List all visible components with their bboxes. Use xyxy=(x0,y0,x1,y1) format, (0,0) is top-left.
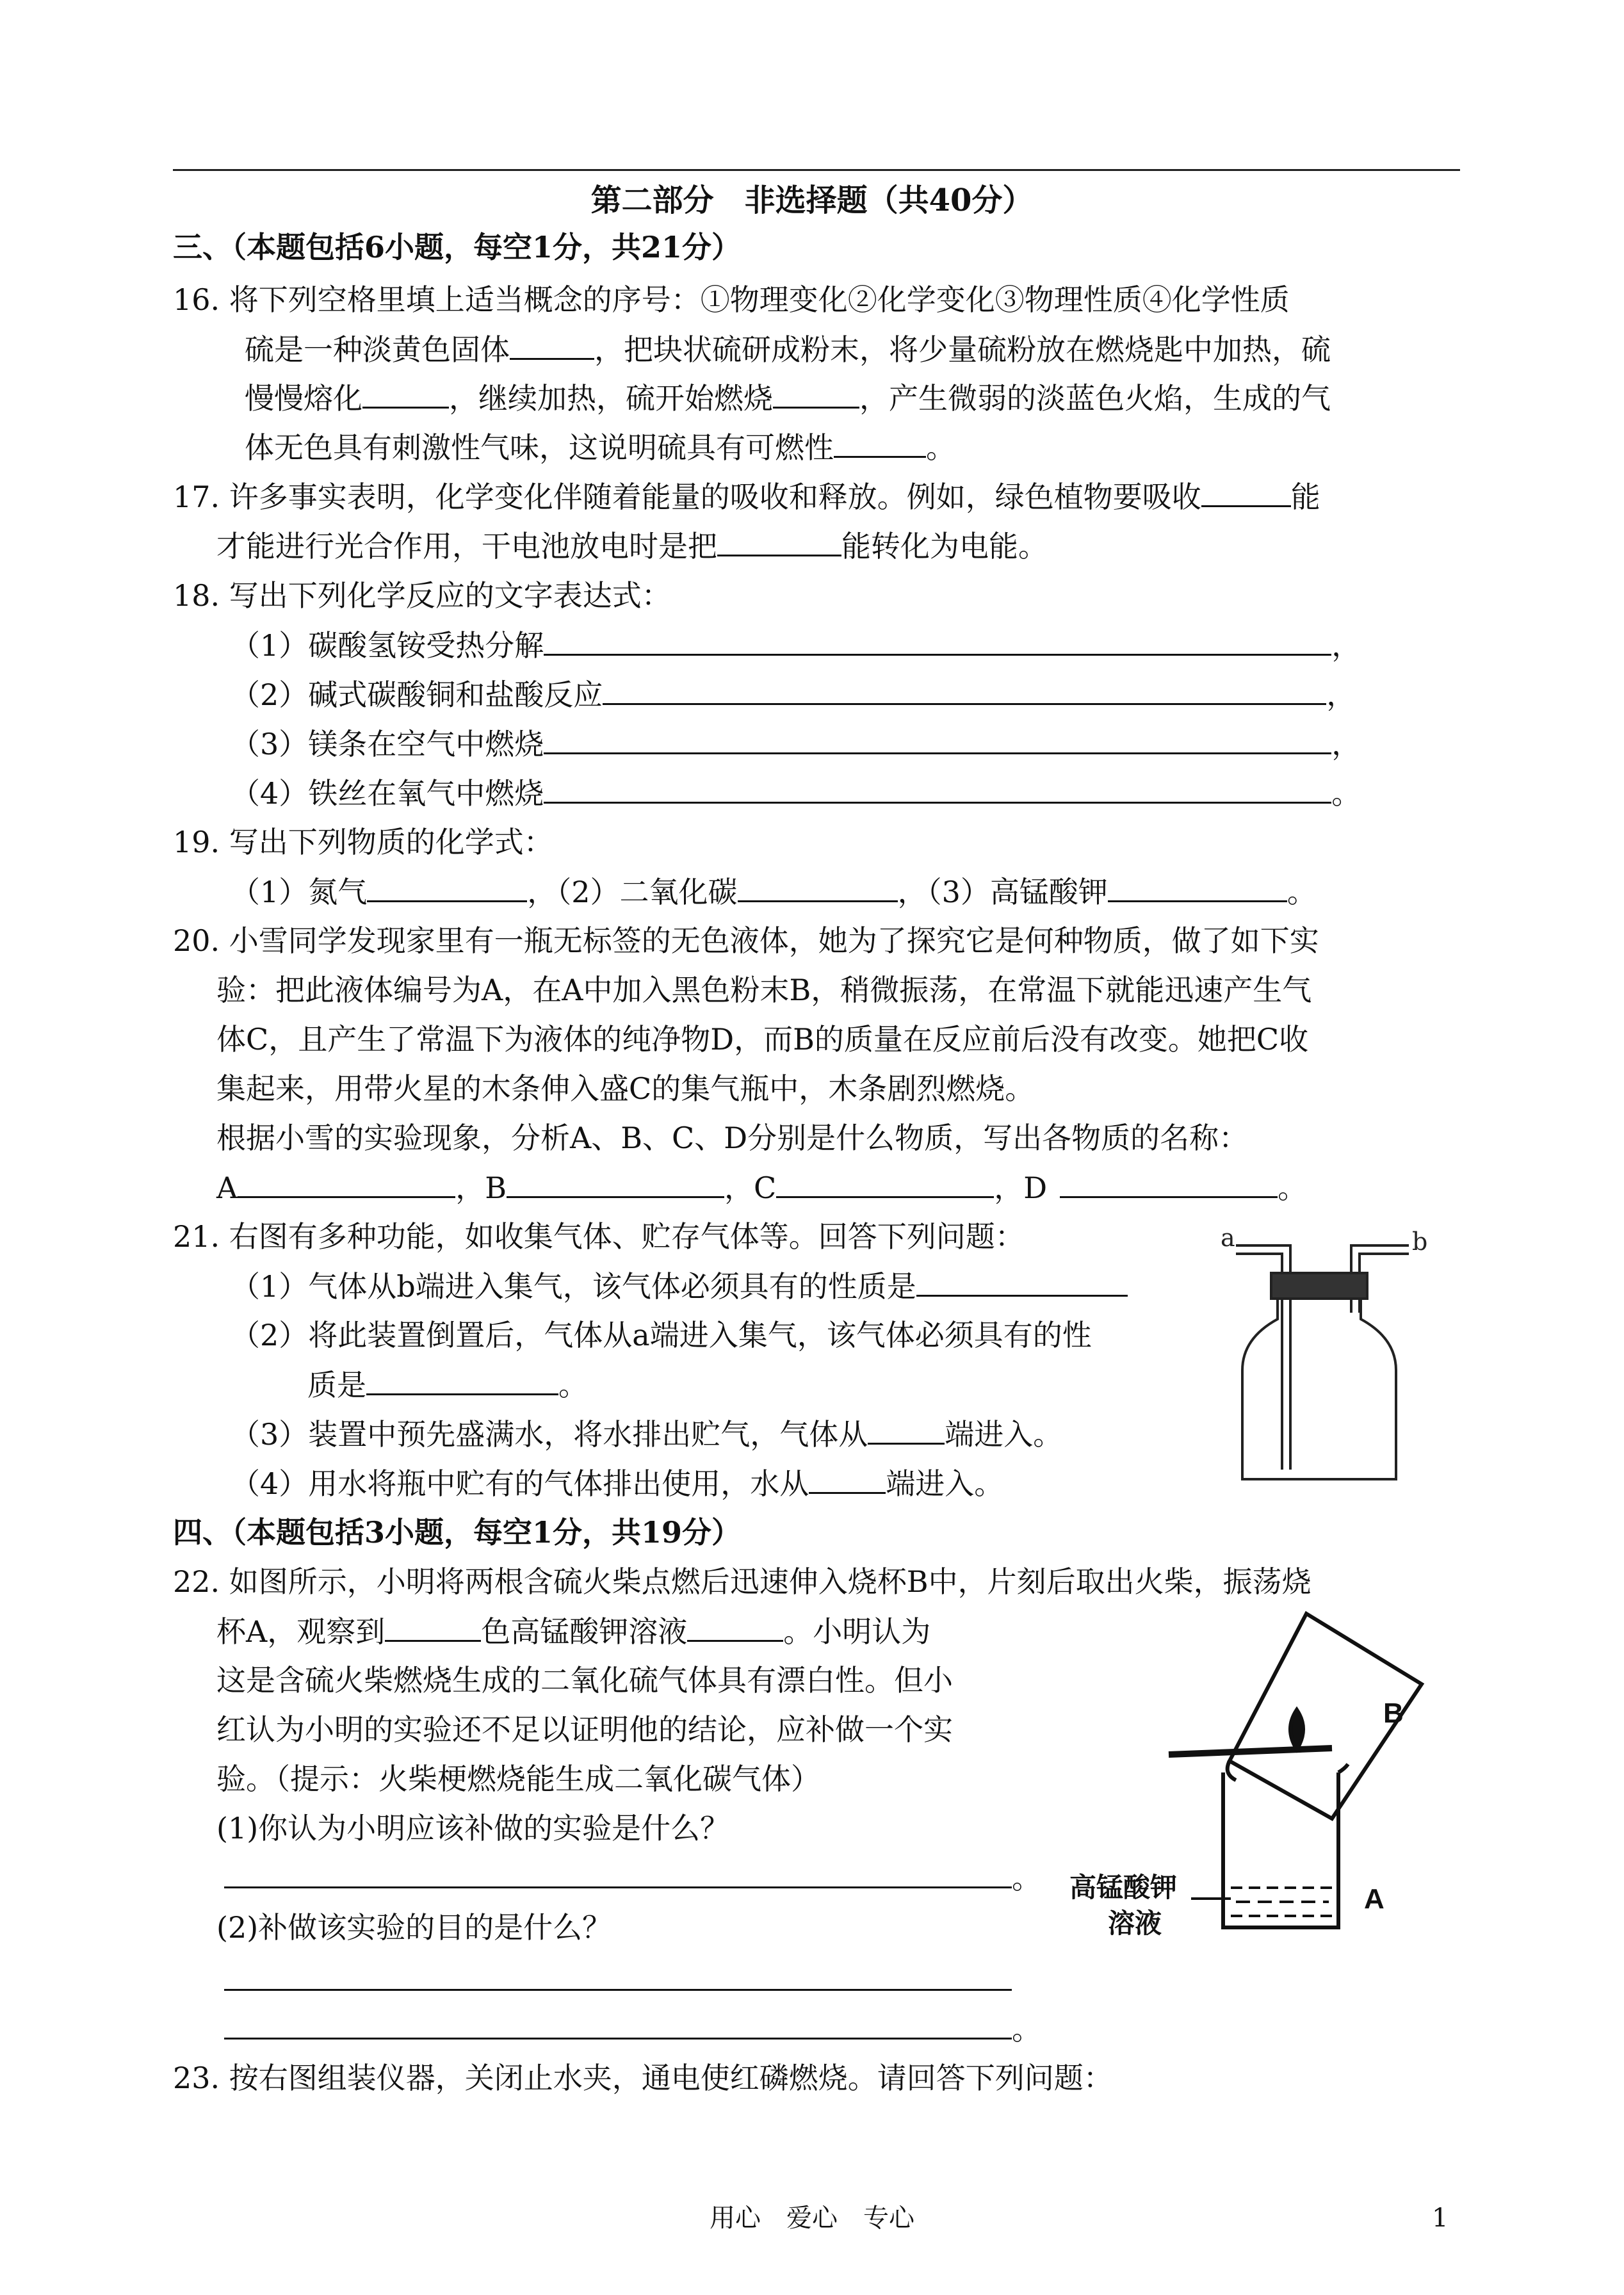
q19-answers: （1）氮气 ，（2）二氧化碳 ，（3）高锰酸钾 。 xyxy=(231,872,1317,911)
q19-blank-1[interactable] xyxy=(367,872,527,902)
q21-item2: （2）将此装置倒置后，气体从a端进入集气，该气体必须具有的性 xyxy=(231,1318,1092,1352)
q19-line1: 19. 写出下列物质的化学式： xyxy=(173,825,553,859)
solution-label-line2: 溶液 xyxy=(1108,1908,1162,1939)
page-number: 1 xyxy=(1432,2203,1449,2233)
q18-line1: 18. 写出下列化学反应的文字表达式： xyxy=(173,578,671,613)
q18-item3: （3）镁条在空气中燃烧 ， xyxy=(231,724,1361,763)
header-rule xyxy=(173,169,1460,171)
q16-line2: 硫是一种淡黄色固体 ，把块状硫研成粉末，将少量硫粉放在燃烧匙中加热，硫 xyxy=(245,330,1331,369)
q18-item4: （4）铁丝在氧气中燃烧 。 xyxy=(231,774,1361,813)
q19-blank-2[interactable] xyxy=(738,872,898,902)
beaker-figure xyxy=(1063,1601,1460,1959)
q22-blank-1[interactable] xyxy=(385,1612,481,1642)
q16-line3: 慢慢熔化 ，继续加热，硫开始燃烧 ，产生微弱的淡蓝色火焰，生成的气 xyxy=(245,378,1331,418)
q22-line3: 这是含硫火柴燃烧生成的二氧化硫气体具有漂白性。但小 xyxy=(216,1663,953,1698)
q22-answer2a xyxy=(224,1961,1012,2000)
page-footer: 用心 爱心 专心 xyxy=(710,2203,914,2233)
q22-blank-3[interactable] xyxy=(224,1858,1012,1888)
solution-label-line1: 高锰酸钾 xyxy=(1069,1872,1178,1903)
q18-blank-2[interactable] xyxy=(603,675,1326,705)
q18-item2: （2）碱式碳酸铜和盐酸反应 ， xyxy=(231,675,1356,714)
q21-blank-4[interactable] xyxy=(809,1464,886,1494)
q16-blank-2[interactable] xyxy=(362,378,449,409)
section-four-heading: 四、（本题包括3小题，每空1分，共19分） xyxy=(173,1515,742,1550)
q22-answer2b: 。 xyxy=(224,2009,1041,2048)
q22-blank-4[interactable] xyxy=(224,1961,1012,1991)
q21-line1: 21. 右图有多种功能，如收集气体、贮存气体等。回答下列问题： xyxy=(173,1219,1025,1254)
q21-blank-3[interactable] xyxy=(868,1415,945,1445)
q17-line2: 才能进行光合作用，干电池放电时是把 能转化为电能。 xyxy=(216,526,1048,565)
section-three-heading: 三、（本题包括6小题，每空1分，共21分） xyxy=(173,230,742,264)
q21-item4: （4）用水将瓶中贮有的气体排出使用，水从 端进入。 xyxy=(231,1464,1003,1503)
q16-line1: 16. 将下列空格里填上适当概念的序号：①物理变化②化学变化③物理性质④化学性质 xyxy=(173,282,1290,317)
gas-bottle-figure xyxy=(1217,1217,1428,1498)
q20-line1: 20. 小雪同学发现家里有一瓶无标签的无色液体，她为了探究它是何种物质，做了如下实 xyxy=(173,923,1319,958)
q20-blank-a[interactable] xyxy=(238,1168,455,1198)
q16-blank-4[interactable] xyxy=(834,428,926,458)
q20-line2: 验：把此液体编号为A，在A中加入黑色粉末B，稍微振荡，在常温下就能迅速产生气 xyxy=(216,973,1312,1007)
q16-blank-3[interactable] xyxy=(773,378,859,409)
q17-blank-2[interactable] xyxy=(717,526,841,556)
q18-blank-4[interactable] xyxy=(544,774,1331,804)
q21-blank-1[interactable] xyxy=(916,1267,1128,1297)
q21-item2-cont: 质是 。 xyxy=(307,1365,588,1404)
q22-prompt1: (1)你认为小明应该补做的实验是什么？ xyxy=(216,1811,730,1845)
q21-item1: （1）气体从b端进入集气，该气体必须具有的性质是 xyxy=(231,1267,1128,1306)
q22-line1: 22. 如图所示，小明将两根含硫火柴点燃后迅速伸入烧杯B中，片刻后取出火柴，振荡烧 xyxy=(173,1564,1311,1599)
q22-blank-2[interactable] xyxy=(687,1612,783,1642)
q22-line5: 验。（提示：火柴梗燃烧能生成二氧化碳气体） xyxy=(216,1762,820,1796)
q18-item1: （1）碳酸氢铵受热分解 ， xyxy=(231,626,1361,665)
q20-line5: 根据小雪的实验现象，分析A、B、C、D分别是什么物质，写出各物质的名称： xyxy=(216,1121,1249,1155)
beaker-label-a: A xyxy=(1364,1883,1384,1915)
q17-line1: 17. 许多事实表明，化学变化伴随着能量的吸收和释放。例如，绿色植物要吸收 能 xyxy=(173,477,1320,516)
beaker-label-b: B xyxy=(1383,1698,1404,1729)
q23-line1: 23. 按右图组装仪器，关闭止水夹，通电使红磷燃烧。请回答下列问题： xyxy=(173,2061,1113,2095)
q20-line3: 体C，且产生了常温下为液体的纯净物D，而B的质量在反应前后没有改变。她把C收 xyxy=(216,1022,1309,1057)
q22-line4: 红认为小明的实验还不足以证明他的结论，应补做一个实 xyxy=(216,1712,953,1747)
q20-answers: A ，B ，C ，D 。 xyxy=(216,1168,1307,1207)
q19-blank-3[interactable] xyxy=(1108,872,1287,902)
part-title: 第二部分 非选择题（共40分） xyxy=(590,182,1034,218)
q18-blank-3[interactable] xyxy=(544,724,1331,754)
figure-label-a: a xyxy=(1221,1224,1235,1252)
q17-blank-1[interactable] xyxy=(1201,477,1291,507)
q16-line4: 体无色具有刺激性气味，这说明硫具有可燃性 。 xyxy=(245,428,955,467)
q22-line2: 杯A，观察到 色高锰酸钾溶液 。小明认为 xyxy=(216,1612,930,1651)
q21-blank-2[interactable] xyxy=(366,1365,558,1395)
q20-line4: 集起来，用带火星的木条伸入盛C的集气瓶中，木条剧烈燃烧。 xyxy=(216,1071,1035,1106)
q22-answer1: 。 xyxy=(224,1858,1041,1897)
q20-blank-b[interactable] xyxy=(507,1168,724,1198)
q21-item3: （3）装置中预先盛满水，将水排出贮气，气体从 端进入。 xyxy=(231,1415,1062,1454)
q20-blank-d[interactable] xyxy=(1060,1168,1278,1198)
q20-blank-c[interactable] xyxy=(776,1168,994,1198)
q18-blank-1[interactable] xyxy=(544,626,1331,656)
q22-prompt2: (2)补做该实验的目的是什么？ xyxy=(216,1910,612,1945)
figure-label-b: b xyxy=(1412,1228,1428,1256)
q22-blank-5[interactable] xyxy=(224,2009,1012,2040)
q16-blank-1[interactable] xyxy=(510,330,594,360)
